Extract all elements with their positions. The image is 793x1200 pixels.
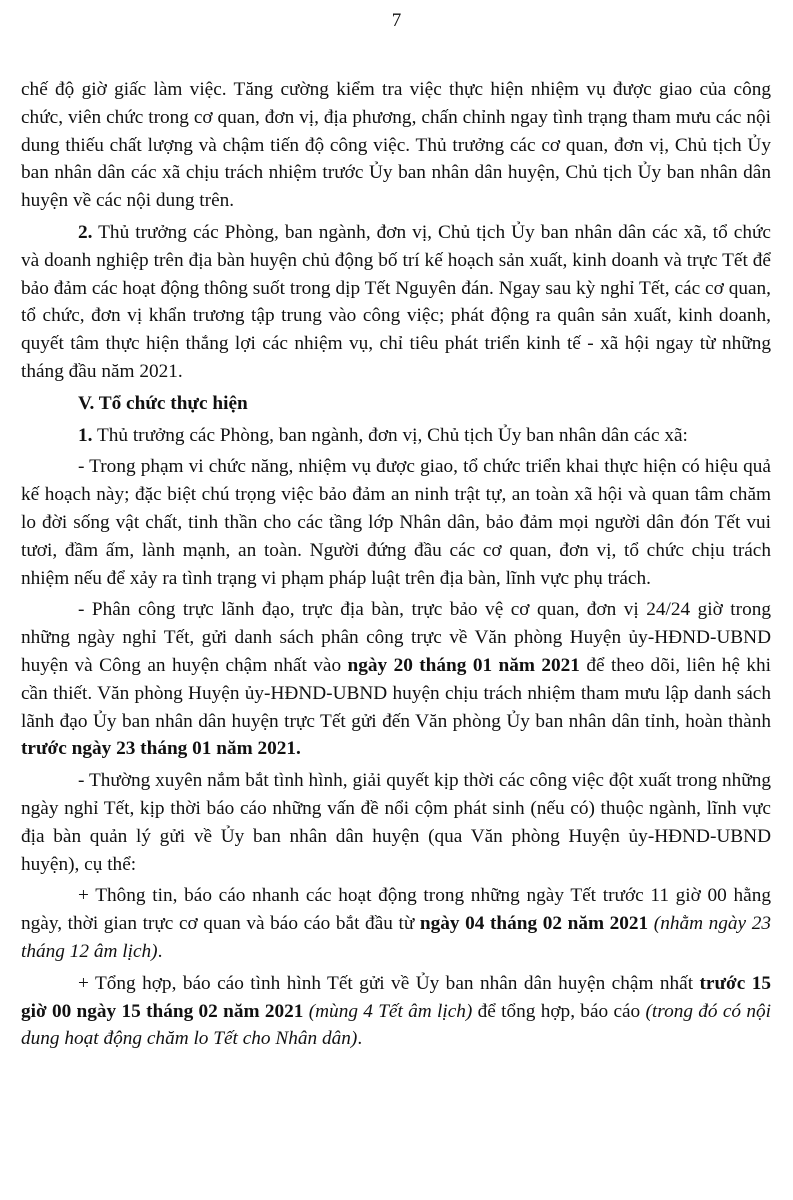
plus-2-text-a: + Tổng hợp, báo cáo tình hình Tết gửi về Ủy ban nhân dân huyện chậm nhất: [78, 972, 700, 994]
bullet-paragraph-2: [21, 596, 771, 763]
plus-2-deadline: trước 15 giờ 00 ngày 15 tháng 02 năm 2021: [21, 972, 771, 1022]
section-5-heading: V. Tổ chức thực hiện: [78, 392, 248, 414]
plus-1-start-date: ngày 04 tháng 02 năm 2021: [419, 913, 649, 935]
plus-1-end: .: [157, 940, 163, 962]
plus-1-lunar-note: (nhằm ngày 23 tháng 12 âm lịch): [21, 913, 771, 962]
document-body: [21, 76, 771, 1057]
plus-paragraph-1: [21, 882, 771, 965]
bullet-paragraph-3: - Thường xuyên nắm bắt tình hình, giải quyết kịp thời các công việc đột xuất trong những ngày nghỉ Tết, kịp thời báo cáo những vấn đề nổi cộm phát sinh (nếu có) thuộc ngành, lĩnh vực địa bàn quản lý gửi về Ủy ban nhân dân huyện (qua Văn phòng Huyện ủy-HĐND-UBND huyện), cụ thể:: [21, 770, 771, 875]
plus-2-lunar-note: (mùng 4 Tết âm lịch): [308, 1000, 473, 1022]
page-number: 7: [391, 10, 402, 31]
bullet-paragraph-1: - Trong phạm vi chức năng, nhiệm vụ được giao, tổ chức triển khai thực hiện có hiệu quả kế hoạch này; đặc biệt chú trọng việc bảo đảm an ninh trật tự, an toàn xã hội và quan tâm chăm lo đời sống vật chất, tinh thần cho các tầng lớp Nhân dân, bảo đảm mọi người dân đón Tết vui tươi, đầm ấm, lành mạnh, an toàn. Người đứng đầu các cơ quan, đơn vị, tổ chức chịu trách nhiệm nếu để xảy ra tình trạng vi phạm pháp luật trên địa bàn, lĩnh vực phụ trách.: [21, 456, 771, 589]
bullet-2-deadline-1: ngày 20 tháng 01 năm 2021: [347, 654, 580, 676]
item-2-text: Thủ trưởng các Phòng, ban ngành, đơn vị, Chủ tịch Ủy ban nhân dân các xã, tổ chức và doanh nghiệp trên địa bàn huyện chủ động bố trí kế hoạch sản xuất, kinh doanh và trực Tết để bảo đảm các hoạt động thông suốt trong dịp Tết Nguyên đán. Ngay sau kỳ nghỉ Tết, các cơ quan, tổ chức, đơn vị khẩn trương tập trung vào công việc; phát động ra quân sản xuất, kinh doanh, quyết tâm thực hiện thắng lợi các nhiệm vụ, chỉ tiêu phát triển kinh tế - xã hội ngay từ những tháng đầu năm 2021.: [21, 221, 771, 382]
item-2-paragraph: [21, 219, 771, 386]
bullet-2-text-b: để theo dõi, liên hệ khi cần thiết. Văn phòng Huyện ủy-HĐND-UBND huyện chịu trách nhiệm tham mưu lập danh sách lãnh đạo Ủy ban nhân dân huyện trực Tết gửi đến Văn phòng Ủy ban nhân dân tỉnh, hoàn thành: [21, 654, 771, 732]
item-2-number: 2.: [78, 221, 93, 243]
intro-paragraph: chế độ giờ giấc làm việc. Tăng cường kiểm tra việc thực hiện nhiệm vụ được giao của công chức, viên chức trong cơ quan, đơn vị, địa phương, chấn chỉnh ngay tình trạng tham mưu các nội dung thiếu chất lượng và chậm tiến độ công việc. Thủ trưởng các cơ quan, đơn vị, Chủ tịch Ủy ban nhân dân các xã chịu trách nhiệm trước Ủy ban nhân dân huyện, Chủ tịch Ủy ban nhân dân huyện về các nội dung trên.: [21, 79, 771, 212]
section-5-item-1-text: Thủ trưởng các Phòng, ban ngành, đơn vị, Chủ tịch Ủy ban nhân dân các xã:: [92, 424, 688, 446]
plus-2-text-b: để tổng hợp, báo cáo: [472, 1000, 646, 1022]
plus-2-content-note: (trong đó có nội dung hoạt động chăm lo Tết cho Nhân dân): [21, 1000, 771, 1050]
section-5-item-1: [21, 422, 771, 450]
plus-paragraph-2: [21, 970, 771, 1053]
plus-1-text-a: + Thông tin, báo cáo nhanh các hoạt động trong những ngày Tết trước 11 giờ 00 hằng ngày, thời gian trực cơ quan và báo cáo bắt đầu từ: [21, 885, 771, 935]
bullet-2-deadline-2: trước ngày 23 tháng 01 năm 2021.: [21, 738, 301, 760]
plus-2-end: .: [357, 1028, 363, 1050]
bullet-2-text-a: - Phân công trực lãnh đạo, trực địa bàn, trực bảo vệ cơ quan, đơn vị 24/24 giờ trong những ngày nghỉ Tết, gửi danh sách phân công trực về Văn phòng Huyện ủy-HĐND-UBND huyện và Công an huyện chậm nhất vào: [21, 599, 771, 676]
section-5-item-1-number: 1.: [78, 424, 93, 446]
